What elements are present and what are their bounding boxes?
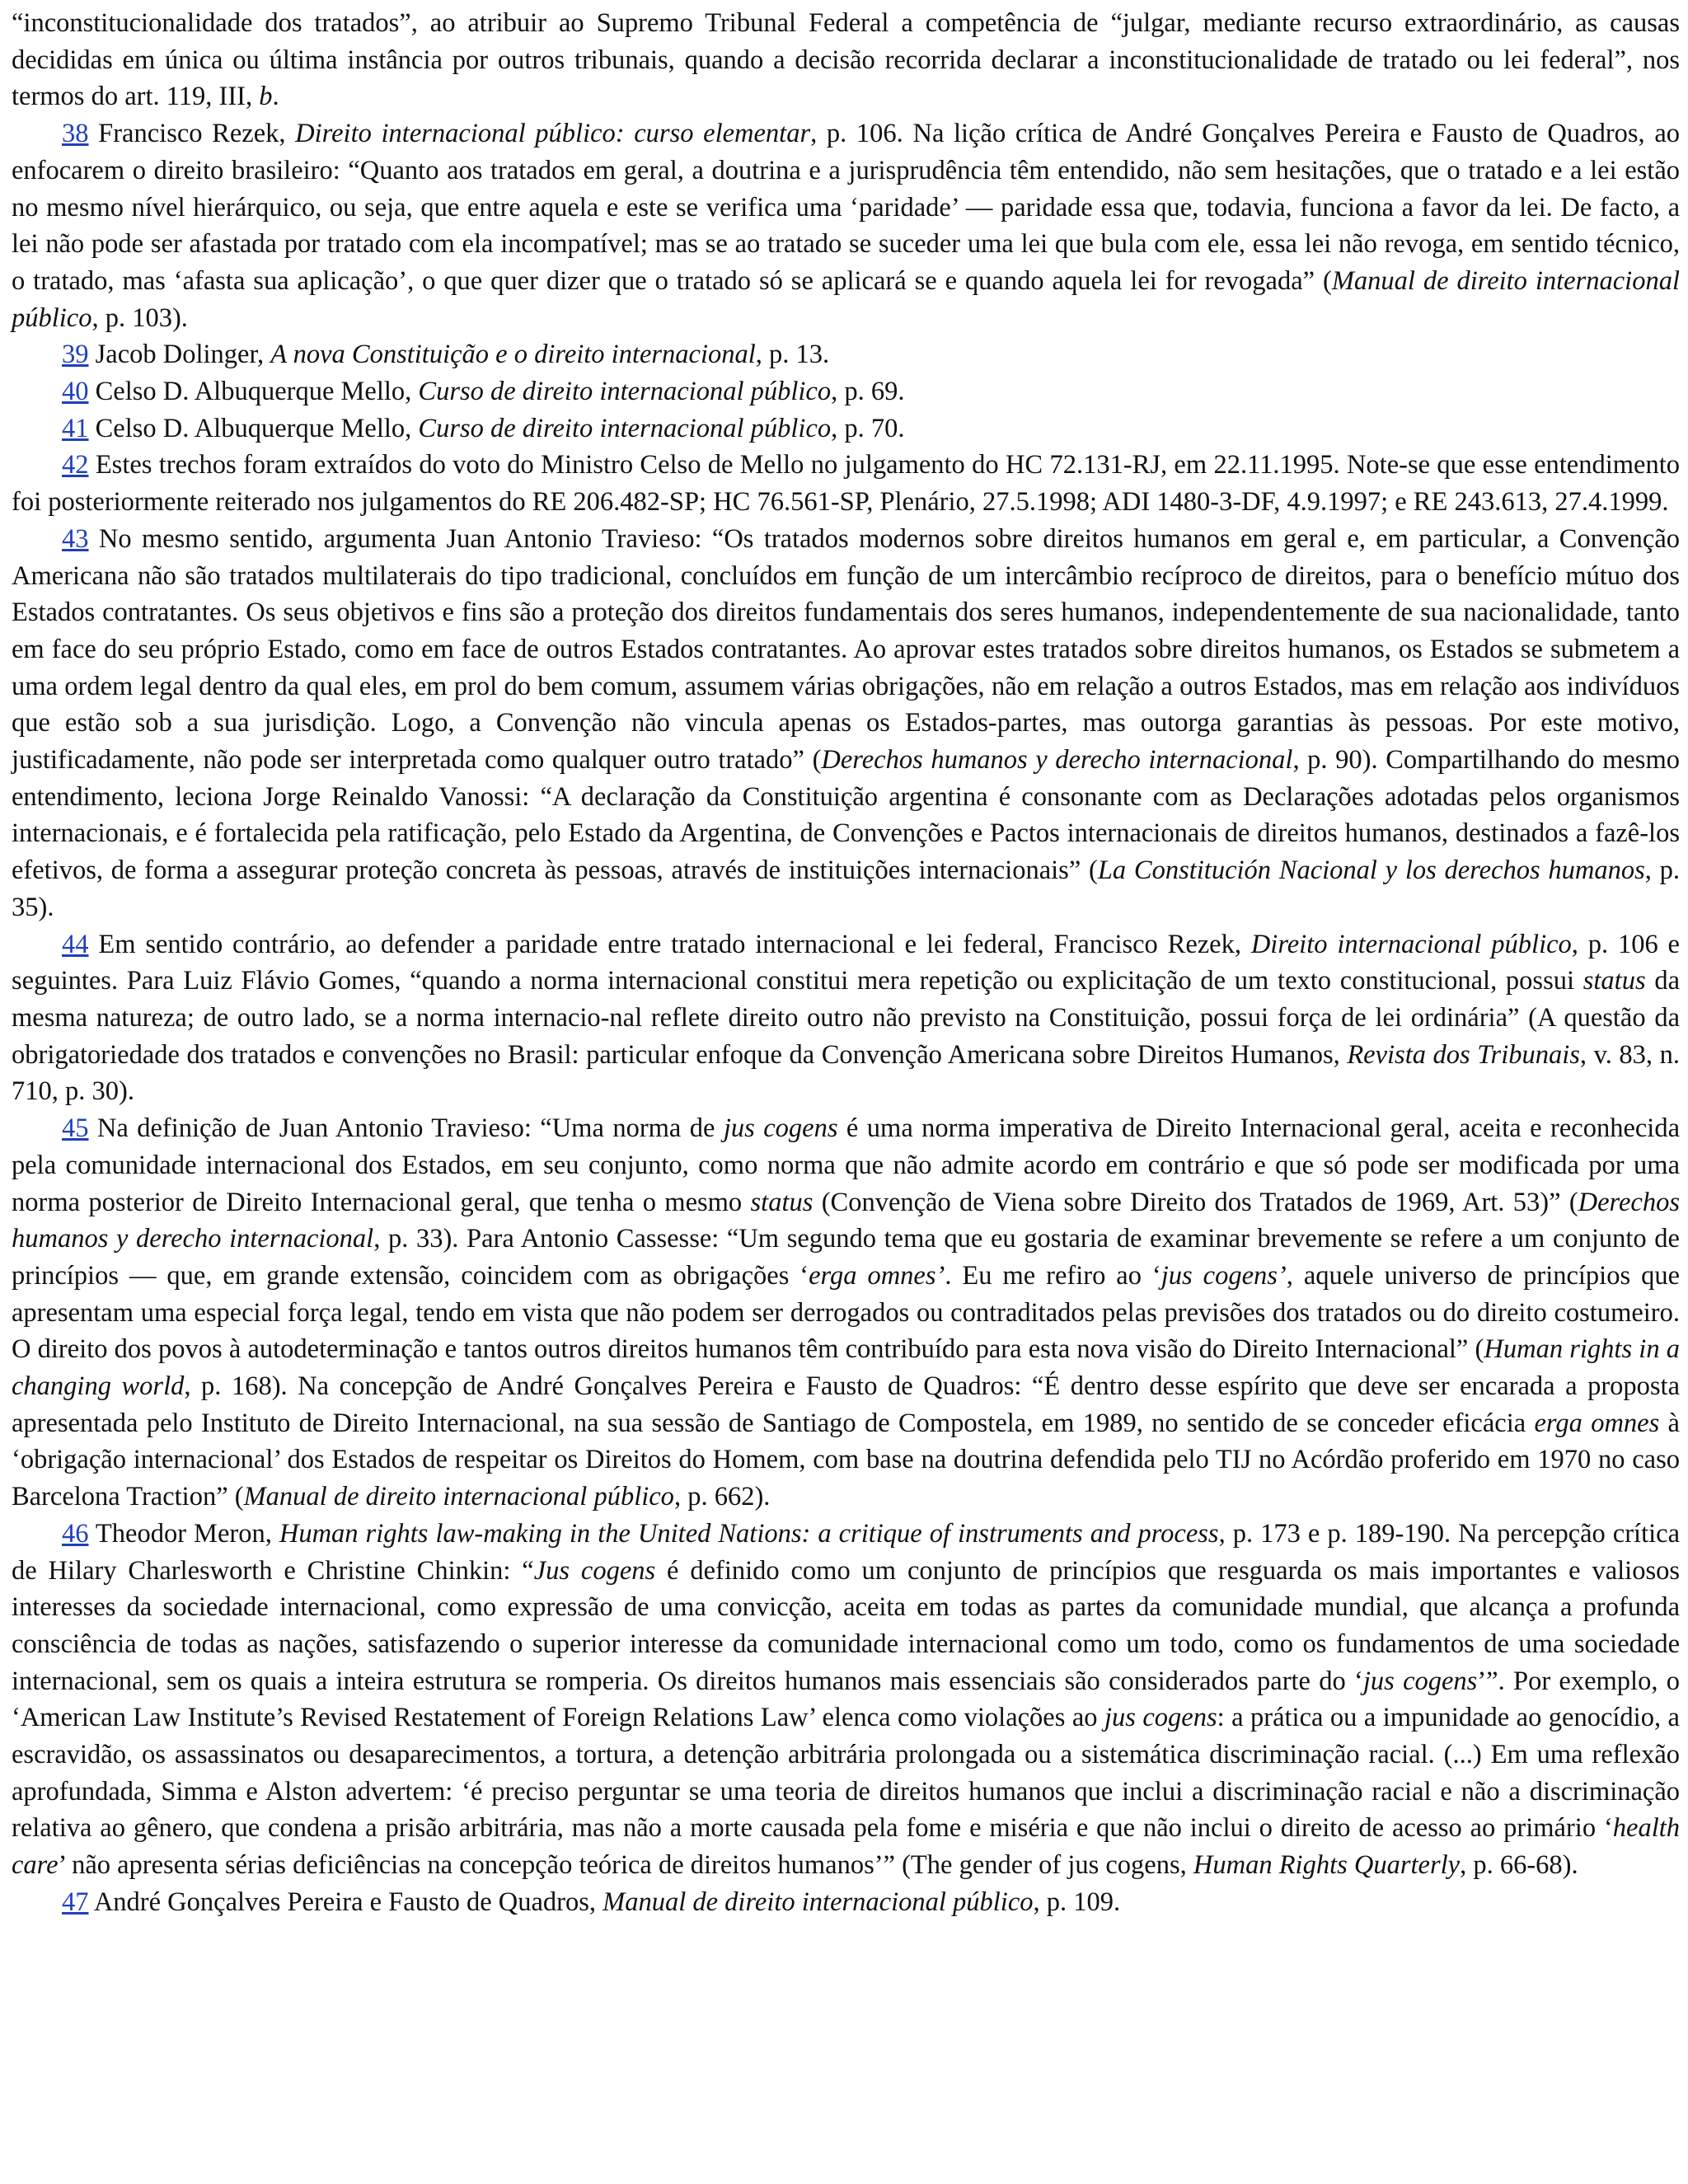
- footnote-text: Estes trechos foram extraídos do voto do Ministro Celso de Mello no julgamento do HC 72.131-RJ, em 22.11.1995. Note-se que esse entendimento foi posteriormente reiterado nos julgamentos do RE 206.482-SP; HC 76.561-SP, Plenário, 27.5.1998; ADI 1480-3-DF, 4.9.1997; e RE 243.613, 27.4.1999.: [12, 450, 1680, 518]
- footnote-text: Em sentido contrário, ao defender a paridade entre tratado internacional e lei federal, Francisco Rezek,: [88, 929, 1251, 959]
- footnote-ref-link[interactable]: 42: [62, 450, 89, 480]
- footnote-39: [12, 336, 1680, 373]
- footnote-text: , p. 103).: [91, 302, 188, 333]
- footnote-text: à ‘obrigação internacional’ dos Estados de respeitar os Direitos do Homem, com base na doutrina defendida pelo TIJ no Acórdão proferido em 1970 no caso Barcelona Traction” (: [12, 1408, 1680, 1512]
- footnote-text: ’ não apresenta sérias deficiências na concepção teórica de direitos humanos’” (The gender of jus cogens,: [58, 1850, 1193, 1881]
- footnote-text: : a prática ou a impunidade ao genocídio, a escravidão, os assassinatos ou desaparecimentos, a tortura, a detenção arbitrária prolongada ou a sistemática discriminação racial. (...) Em uma reflexão aprofundada, Simma e Alston advertem: ‘é preciso perguntar se uma teoria de direitos humanos que inclui a discriminação racial e não a discriminação relativa ao gênero, que condena a prisão arbitrária, mas não a morte causada pela fome e miséria e que não inclui o direito de acesso ao primário ‘: [12, 1703, 1680, 1844]
- footnote-text: (Convenção de Viena sobre Direito dos Tratados de 1969, Art. 53)” (: [813, 1187, 1578, 1217]
- italic-text: Curso de direito internacional público: [418, 377, 832, 407]
- footnote-text: , p. 106. Na lição crítica de André Gonçalves Pereira e Fausto de Quadros, ao enfocarem o direito brasileiro: “Quanto aos tratados em geral, a doutrina e a jurisprudência têm entendido, não sem hesitações, que o tratado e a lei estão no mesmo nível hierárquico, ou seja, que entre aquela e este se verifica uma ‘paridade’ — paridade essa que, todavia, funciona a favor da lei. De facto, a lei não pode ser afastada por tratado com ela incompatível; mas se ao tratado se suceder uma lei que bula com ele, essa lei não revoga, em sentido técnico, o tratado, mas ‘afasta sua aplicação’, o que quer dizer que o tratado só se aplicará se e quando aquela lei for revogada” (: [12, 119, 1680, 296]
- italic-text: Human rights law-making in the United Nations: a critique of instruments and process: [279, 1518, 1219, 1549]
- italic-text: status: [1582, 966, 1646, 996]
- footnote-text: , p. 90). Compartilhando do mesmo entendimento, leciona Jorge Reinaldo Vanossi: “A declaração da Constituição argentina é consonante com as Declarações adotadas pelos organismos internacionais, e é fortalecida pela ratificação, pelo Estado da Argentina, de Convenções e Pactos internacionais de direitos humanos, destinados a fazê-los efetivos, de forma a assegurar proteção concreta às pessoas, através de instituições internacionais” (: [12, 745, 1680, 886]
- footnote-text: , p. 13.: [755, 340, 830, 370]
- italic-text: Jus cogens: [533, 1555, 656, 1586]
- footnote-38: [12, 115, 1680, 336]
- footnote-ref-link[interactable]: 45: [62, 1113, 89, 1144]
- footnote-text: é definido como um conjunto de princípios que resguarda os mais importantes e valiosos interesses da sociedade internacional, como expressão de uma convicção, aceita em todas as partes da comunidade mundial, que alcança a profunda consciência de todas as nações, satisfazendo o superior interesse da comunidade internacional como um todo, como os fundamentos de uma sociedade internacional, sem os quais a inteira estrutura se romperia. Os direitos humanos mais essenciais são considerados parte do ‘: [12, 1555, 1680, 1696]
- footnote-text: “inconstitucionalidade dos tratados”, ao atribuir ao Supremo Tribunal Federal a competência de “julgar, mediante recurso extraordinário, as causas decididas em única ou última instância por outros tribunais, quando a decisão recorrida declarar a inconstitucionalidade de tratado ou lei federal”, nos termos do art. 119, III,: [12, 8, 1680, 112]
- footnote-44: [12, 926, 1680, 1111]
- footnote-text: Celso D. Albuquerque Mello,: [88, 377, 419, 407]
- italic-text: jus cogens: [1362, 1666, 1478, 1696]
- footnote-ref-link[interactable]: 40: [62, 377, 89, 407]
- italic-text: Direito internacional público: [1250, 929, 1572, 959]
- italic-text: erga omnes: [1534, 1408, 1660, 1438]
- footnote-ref-link[interactable]: 38: [62, 119, 89, 149]
- footnote-46: [12, 1516, 1680, 1884]
- footnote-text: , p. 106 e seguintes. Para Luiz Flávio Gomes, “quando a norma internacional constitui mera repetição ou explicitação de um texto constitucional, possui: [12, 929, 1680, 996]
- footnote-text: . Eu me refiro ao ‘: [945, 1260, 1161, 1291]
- footnote-text: , p. 70.: [831, 413, 905, 443]
- italic-text: A nova Constituição e o direito internacional: [270, 340, 756, 370]
- italic-text: erga omnes’: [809, 1260, 945, 1291]
- italic-text: health care: [12, 1813, 1680, 1881]
- footnote-text: da mesma natureza; de outro lado, se a norma internacio-nal reflete direito outro não previsto na Constituição, possui força de lei ordinária” (A questão da obrigatoriedade dos tratados e convenções no Brasil: particular enfoque da Convenção Americana sobre Direitos Humanos,: [12, 966, 1680, 1070]
- italic-text: b: [259, 82, 273, 112]
- footnote-text: é uma norma imperativa de Direito Internacional geral, aceita e reconhecida pela comunidade internacional dos Estados, em seu conjunto, como norma que não admite acordo em contrário e que só pode ser modificada por uma norma posterior de Direito Internacional geral, que tenha o mesmo: [12, 1113, 1680, 1217]
- italic-text: Manual de direito internacional público: [603, 1886, 1034, 1917]
- italic-text: Manual de direito internacional público: [12, 265, 1680, 333]
- footnote-ref-link[interactable]: 39: [62, 340, 89, 370]
- italic-text: Direito internacional público: curso elementar: [295, 119, 811, 149]
- footnote-text: Francisco Rezek,: [88, 119, 296, 149]
- italic-text: status: [750, 1187, 814, 1217]
- italic-text: La Constitución Nacional y los derechos humanos: [1097, 855, 1645, 886]
- italic-text: Curso de direito internacional público: [418, 413, 832, 443]
- footnote-ref-link[interactable]: 41: [62, 413, 89, 443]
- footnote-42: [12, 447, 1680, 520]
- italic-text: Derechos humanos y derecho internacional: [12, 1187, 1680, 1254]
- italic-text: Human rights in a changing world: [12, 1334, 1681, 1402]
- footnote-text: ’”. Por exemplo, o ‘American Law Institute’s Revised Restatement of Foreign Relations Law’ elenca como violações ao: [12, 1666, 1680, 1733]
- footnote-text: Jacob Dolinger,: [88, 340, 271, 370]
- footnote-ref-link[interactable]: 47: [62, 1886, 89, 1917]
- footnote-47: [12, 1884, 1680, 1921]
- footnote-ref-link[interactable]: 43: [62, 523, 89, 554]
- italic-text: jus cogens: [723, 1113, 838, 1144]
- footnote-ref-link[interactable]: 46: [62, 1518, 89, 1549]
- footnote-text: , p. 35).: [12, 855, 1680, 922]
- footnote-43: [12, 521, 1680, 926]
- italic-text: Manual de direito internacional público: [243, 1482, 674, 1512]
- footnote-ref-link[interactable]: 44: [62, 929, 89, 959]
- footnote-41: [12, 410, 1680, 448]
- footnote-text: André Gonçalves Pereira e Fausto de Quadros,: [88, 1886, 603, 1917]
- footnote-text: , p. 33). Para Antonio Cassesse: “Um segundo tema que eu gostaria de examinar brevemente se refere a um conjunto de princípios — que, em grande extensão, coincidem com as obrigações ‘: [12, 1224, 1680, 1291]
- footnote-text: Celso D. Albuquerque Mello,: [88, 413, 419, 443]
- footnotes-list: [12, 5, 1680, 1921]
- footnote-text: , aquele universo de princípios que apresentam uma especial força legal, tendo em vista que não podem ser derrogados ou contraditados pelas previsões dos tratados ou do direito costumeiro. O direito dos povos à autodeterminação e tantos outros direitos humanos têm contribuído para esta nova visão do Direito Internacional” (: [12, 1260, 1680, 1365]
- footnote-40: [12, 373, 1680, 410]
- italic-text: jus cogens: [1104, 1703, 1217, 1733]
- footnote-text: , p. 109.: [1033, 1886, 1121, 1917]
- footnote-45: [12, 1110, 1680, 1516]
- footnote-text: Theodor Meron,: [88, 1518, 279, 1549]
- footnote-text: , p. 173 e p. 189-190. Na percepção crítica de Hilary Charlesworth e Christine Chinkin: “: [12, 1518, 1680, 1586]
- italic-text: Revista dos Tribunais: [1347, 1039, 1580, 1070]
- italic-text: jus cogens’: [1160, 1260, 1287, 1291]
- footnote-text: , p. 662).: [673, 1482, 771, 1512]
- footnote-text: , p. 66-68).: [1460, 1850, 1578, 1881]
- footnote-text: , p. 69.: [831, 377, 905, 407]
- italic-text: Derechos humanos y derecho internacional: [821, 745, 1293, 776]
- footnote-text: .: [272, 82, 279, 112]
- footnote-text: , v. 83, n. 710, p. 30).: [12, 1039, 1681, 1107]
- footnote-text: Na definição de Juan Antonio Travieso: “Uma norma de: [88, 1113, 724, 1144]
- footnote-text: , p. 168). Na concepção de André Gonçalves Pereira e Fausto de Quadros: “É dentro desse espírito que deve ser encarada a proposta apresentada pelo Instituto de Direito Internacional, na sua sessão de Santiago de Compostela, em 1989, no sentido de se conceder eficácia: [12, 1371, 1680, 1438]
- footnote-text: No mesmo sentido, argumenta Juan Antonio Travieso: “Os tratados modernos sobre direitos humanos em geral e, em particular, a Convenção Americana não são tratados multilaterais do tipo tradicional, concluídos em função de um intercâmbio recíproco de direitos, para o benefício mútuo dos Estados contratantes. Os seus objetivos e fins são a proteção dos direitos fundamentais dos seres humanos, independentemente de sua nacionalidade, tanto em face do seu próprio Estado, como em face de outros Estados contratantes. Ao aprovar estes tratados sobre direitos humanos, os Estados se submetem a uma ordem legal dentro da qual eles, em prol do bem comum, assumem várias obrigações, não em relação a outros Estados, mas em relação aos indivíduos que estão sob a sua jurisdição. Logo, a Convenção não vincula apenas os Estados-partes, mas outorga garantias às pessoas. Por este motivo, justificadamente, não pode ser interpretada como qualquer outro tratado” (: [12, 523, 1680, 776]
- italic-text: Human Rights Quarterly: [1193, 1850, 1461, 1881]
- footnote-continuation: [12, 5, 1680, 115]
